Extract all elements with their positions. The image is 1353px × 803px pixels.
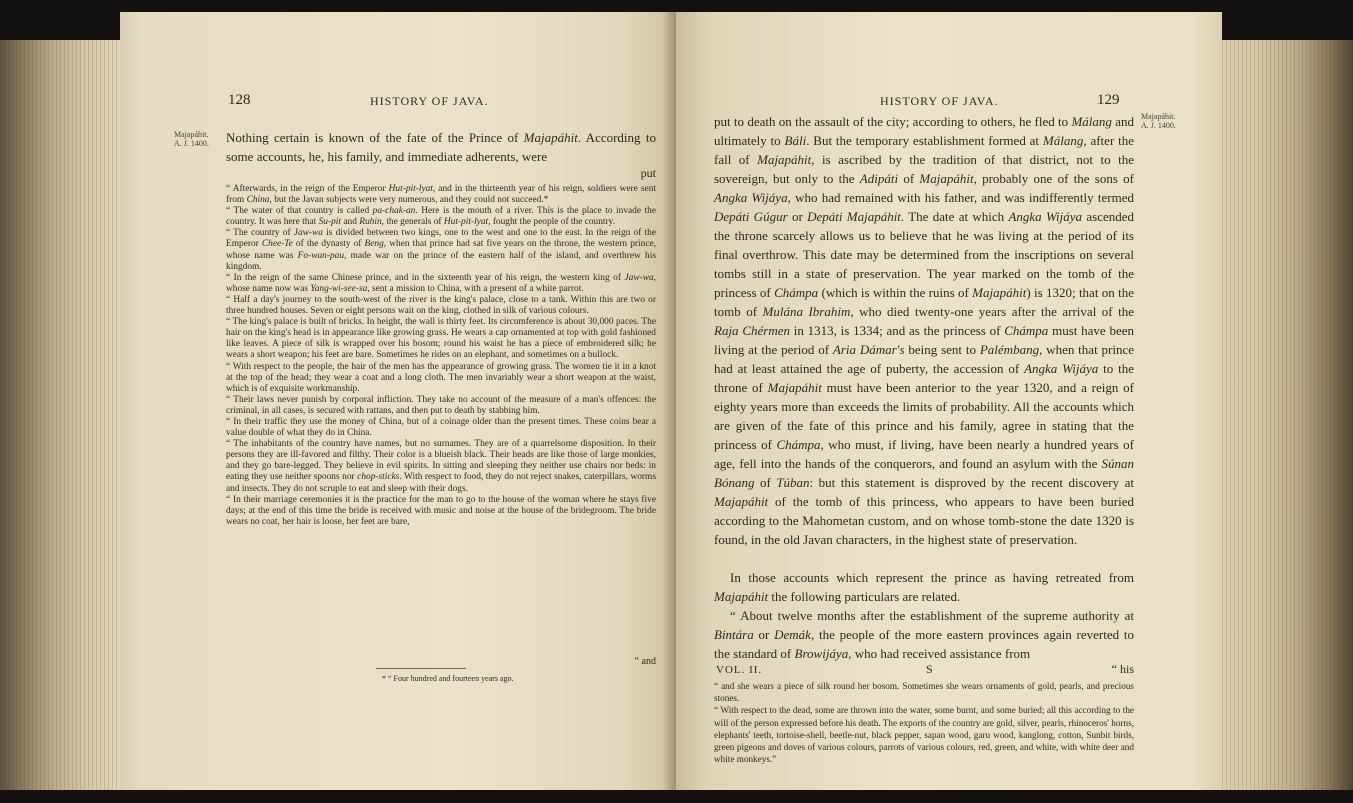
page-number: 129 (1097, 92, 1120, 108)
quote-catchword: “ and (634, 656, 656, 667)
body-paragraph: “ About twelve months after the establishment of the supreme authority at Bintára or Demák, the people of the more eastern provinces again reverted to the standard of Browijáya, who had received assistance from (714, 608, 1134, 661)
quoted-passage: “ Afterwards, in the reign of the Emperor Hut-pit-lyat, and in the thirteenth year of his reign, soldiers were sent from China, but the Javan subjects were very numerous, and they could not succeed.* “ The water of that country is called pa-chak-an. Here is the mouth of a river. This is the place to invade the country. It was here that Su-pit and Ruhin, the generals of Hut-pit-lyat, fought the people of the country. “ The country of Jaw-wa is divided between two kings, one to the west and one to the east. In the reign of the Emperor Chee-Te of the dynasty of Beng, when that prince had sat five years on the throne, the western prince, whose name was Fo-wan-pau, made war on the prince of the eastern half of the island, and overthrew his kingdom. “ In the reign of the same Chinese prince, and in the sixteenth year of his reign, the western king of Jaw-wa, whose name now was Yang-wi-see-sa, sent a mission to China, with a present of a white parrot. “ Half a day's journey to the south-west of the river is the king's palace, close to a tank. Within this are two or three hundred houses. Seven or eight persons wait on the king, clothed in silk of various colours. “ The king's palace is built of bricks. In height, the wall is thirty feet. Its circumference is about 30,000 paces. The hair on the king's head is in appearance like growing grass. He wears a cap ornamented at top with gold fashioned like leaves. A piece of silk is wrapped over his bosom; round his waist he has a piece of embroidered silk; he wears a short weapon; his feet are bare. Sometimes he rides on an elephant, and sometimes on a bullock. “ With respect to the people, the hair of the men has the appearance of growing grass. The women tie it in a knot at the top of the head; they wear a coat and a long cloth. The men invariably wear a short weapon at the waist, which is of exquisite workmanship. “ Their laws never punish by corporal infliction. They take no account of the measure of a man's offences: the criminal, in all cases, is secured with rattans, and then put to death by stabbing him. “ In their traffic they use the money of China, but of a coinage older than the present times. These coins bear a value double of what they do in China. “ The inhabitants of the country have names, but no surnames. They are of a quarrelsome disposition. In their persons they are ill-favored and filthy. Their color is a blueish black. Their heads are like those of large monkies, and they go bare-legged. They believe in evil spirits. In sitting and sleeping they neither use chairs nor beds: in eating they use neither spoons nor chop-sticks. With respect to food, they do not reject snakes, caterpillars, worms and insects. They do not scruple to eat and sleep with their dogs. “ In their marriage ceremonies it is the practice for the man to go to the house of the woman where he stays five days; at the end of this time the bride is received with music and noise at the house of the bridegroom. The bride wears no coat, her hair is loose, her feet are bare, (226, 184, 656, 527)
sidenote (174, 130, 209, 148)
sidenote-line: Majapáhit. (174, 130, 209, 139)
sidenote-line: A. J. 1400. (174, 139, 209, 148)
right-page (676, 12, 1222, 790)
left-page-edges (0, 40, 125, 790)
page-number: 128 (228, 92, 251, 108)
running-head: HISTORY OF JAVA. (370, 94, 489, 108)
running-head: HISTORY OF JAVA. (880, 94, 999, 108)
signature-volume: VOL. II. (716, 664, 763, 676)
left-page (120, 12, 676, 790)
catchword: “ his (1111, 662, 1134, 676)
intro-paragraph: Nothing certain is known of the fate of the Prince of Majapáhit. According to some accounts, he, his family, and immediate adherents, were (226, 130, 656, 164)
sidenote-line: Majapáhit. (1141, 112, 1176, 121)
signature-mark: S (926, 662, 933, 676)
right-page-edges (1218, 40, 1353, 790)
footnote-rule (376, 668, 466, 669)
sidenote-line: A. J. 1400. (1141, 121, 1176, 130)
quoted-passage: “ and she wears a piece of silk round her bosom. Sometimes she wears ornaments of gold, pearls, and precious stones. “ With respect to the dead, some are thrown into the water, some burnt, and some buried; all this according to the will of the person expressed before his death. The exports of the country are gold, silver, pearls, rhinoceros' horns, elephants' teeth, tortoise-shell, beetle-nut, black pepper, sapan wood, garu wood, kanglong, cotton, Sunbit birds, green pigeons and doves of various colours, parrots of various colours, red, green, and white, with white deer and white monkeys.” (714, 681, 1134, 765)
catchword: put (640, 166, 656, 180)
body-paragraph: put to death on the assault of the city; according to others, he fled to Málang and ultimately to Báli. But the temporary establishment formed at Málang, after the fall of Majapáhit, is ascribed by the tradition of that district, not to the sovereign, but only to the Adipáti of Majapáhit, probably one of the sons of Angka Wijáya, who had remained with his father, and was indifferently termed Depáti Gúgur or Depáti Majapáhit. The date at which Angka Wijáya ascended the throne scarcely allows us to believe that he was living at the period of its final overthrow. This date may be determined from the inscriptions on several tombs still in a state of preservation. The year marked on the tomb of the princess of Chámpa (which is within the ruins of Majapáhit) is 1320; that on the tomb of Mulána Ibrahim, who died twenty-one years after the arrival of the Raja Chérmen in 1313, is 1334; and as the princess of Chámpa must have been living at the period of Aria Dámar's being sent to Palémbang, when that prince had at least attained the age of puberty, the accession of Angka Wijáya to the throne of Majapáhit must have been anterior to the year 1320, and a reign of eighty years more than exceeds the limits of probability. All the accounts which are given of the fate of this prince and his family, agree in stating that the princess of Chámpa, who must, if living, have been nearly a hundred years of age, fell into the hands of the conquerors, and found an asylum with the Súnan Bónang of Túban: but this statement is disproved by the recent discovery at Majapáhit of the tomb of this princess, who appears to have been buried according to the Mahometan custom, and on whose tomb-stone the date 1320 is found, in the old Javan characters, in the highest state of preservation. (714, 114, 1135, 547)
body-paragraph: In those accounts which represent the prince as having retreated from Majapáhit the following particulars are related. (714, 570, 1134, 604)
footnote: * “ Four hundred and fourteen years ago. (382, 674, 514, 683)
sidenote (1141, 112, 1181, 130)
